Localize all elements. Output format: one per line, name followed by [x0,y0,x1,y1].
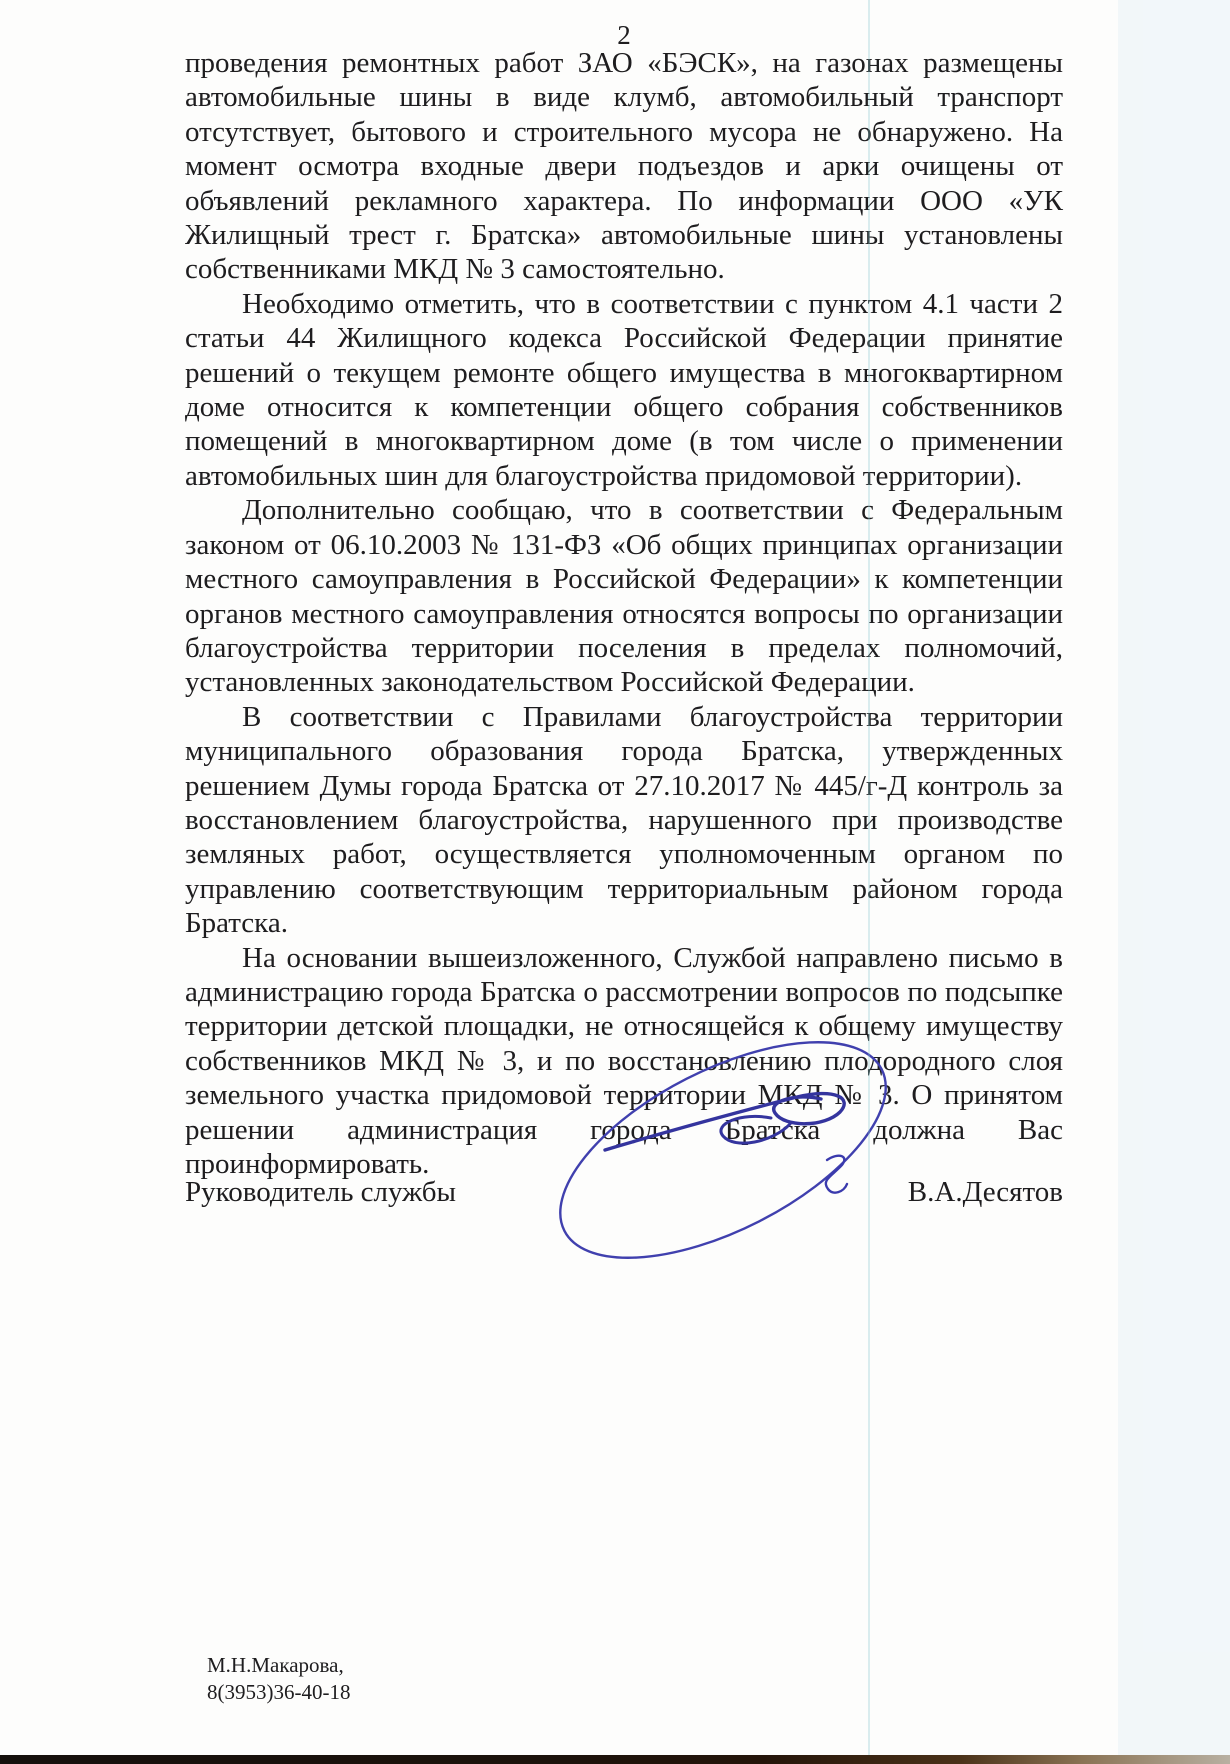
signoff-name: В.А.Десятов [907,1176,1063,1208]
scan-artifact-right-band [1118,0,1230,1755]
scan-artifact-vertical-line [868,0,870,1755]
letter-body [185,46,1063,1181]
body-paragraph: Дополнительно сообщаю, что в соответствии с Федеральным законом от 06.10.2003 № 131-ФЗ «Об общих принципах организации местного самоуправления в Российской Федерации» к компетенции органов местного самоуправления относятся вопросы по организации благоустройства территории поселения в пределах полномочий, установленных законодательством Российской Федерации. [185,494,1063,699]
body-paragraph: Необходимо отметить, что в соответствии с пунктом 4.1 части 2 статьи 44 Жилищного кодекса Российской Федерации принятие решений о текущем ремонте общего имущества в многоквартирном доме относится к компетенции общего собрания собственников помещений в многоквартирном доме (в том числе о применении автомобильных шин для благоустройства придомовой территории). [185,287,1063,492]
body-paragraph: проведения ремонтных работ ЗАО «БЭСК», на газонах размещены автомобильные шины в виде клумб, автомобильный транспорт отсутствует, бытового и строительного мусора не обнаружено. На момент осмотра входные двери подъездов и арки очищены от объявлений рекламного характера. По информации ООО «УК Жилищный трест г. Братска» автомобильные шины установлены собственниками МКД № 3 самостоятельно. [185,47,1063,286]
scan-artifact-bottom-edge [0,1755,1230,1764]
footer-contact [207,1652,350,1706]
signoff-row [185,1176,1063,1209]
footer-contact-phone: 8(3953)36-40-18 [207,1680,351,1704]
body-paragraph: На основании вышеизложенного, Службой направлено письмо в администрацию города Братска о рассмотрении вопросов по подсыпке территории детской площадки, не относящейся к общему имуществу собственников МКД № 3, и по восстановлению плодородного слоя земельного участка придомовой территории МКД № 3. О принятом решении администрация города Братска должна Вас проинформировать. [185,941,1063,1180]
page-number: 2 [617,20,631,50]
footer-contact-name: М.Н.Макарова, [207,1653,344,1677]
signoff-title: Руководитель службы [185,1176,457,1208]
body-paragraph: В соответствии с Правилами благоустройства территории муниципального образования города Братска, утвержденных решением Думы города Братска от 27.10.2017 № 445/г-Д контроль за восстановлением благоустройства, нарушенного при производстве земляных работ, осуществляется уполномоченным органом по управлению соответствующим территориальным районом города Братска. [185,700,1063,940]
